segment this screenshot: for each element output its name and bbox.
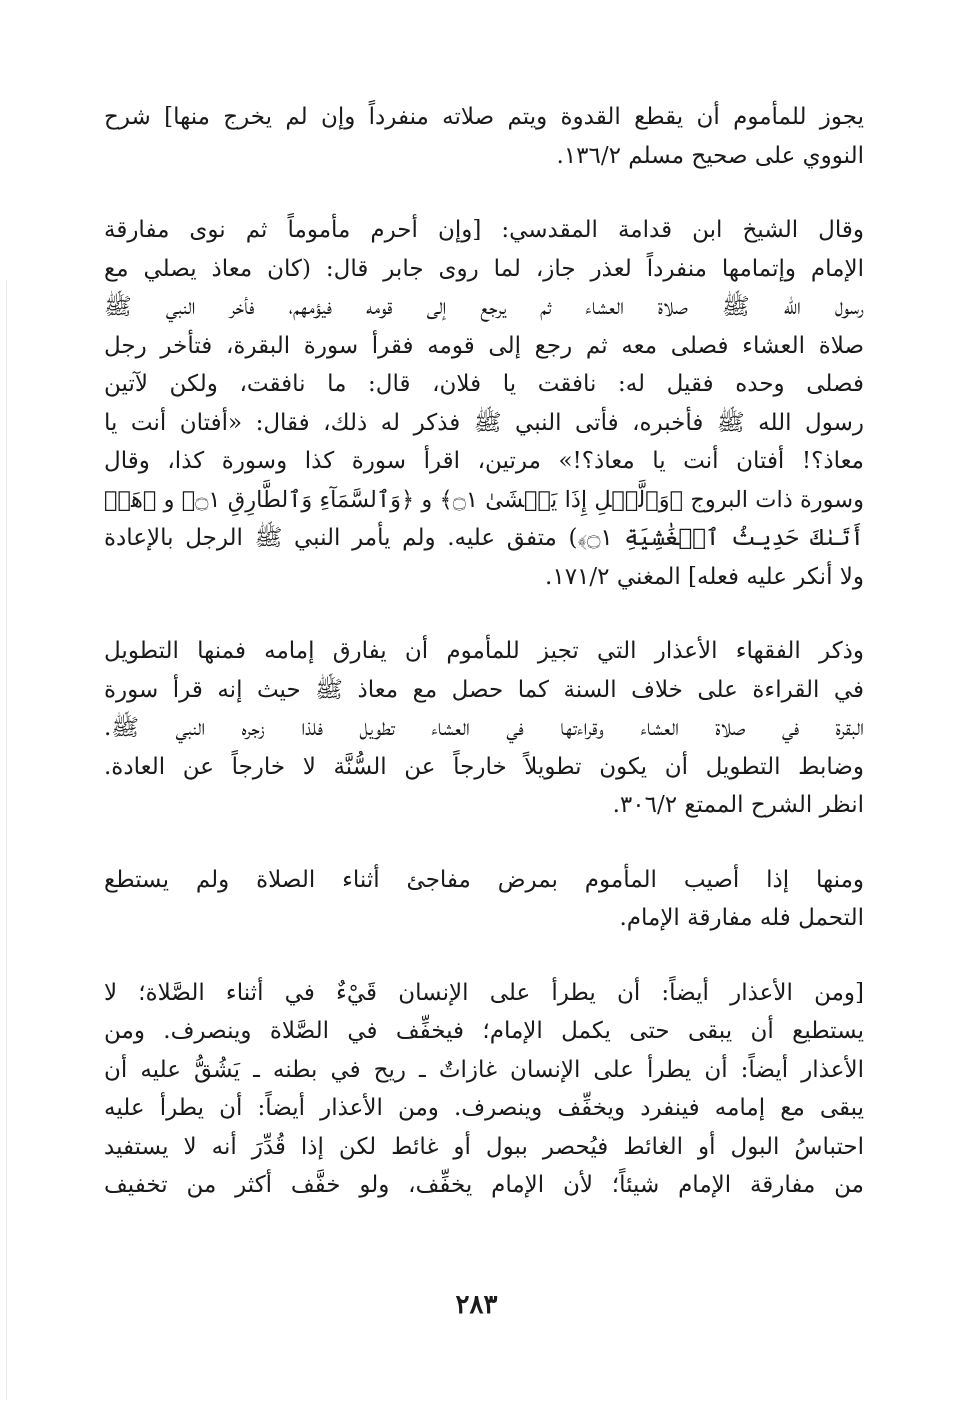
paragraph-fuqaha-excuses <box>104 632 864 825</box>
text-line: التحمل فله مفارقة الإمام. <box>619 905 864 931</box>
text-line: ولا أنكر عليه فعله] المغني ١٧١/٢. <box>545 563 864 590</box>
paragraph-other-excuses <box>104 974 864 1205</box>
book-page-body <box>104 98 864 1205</box>
text-line: وضابط التطويل أن يكون تطويلاً خارجاً عن السُّنَّة لا خارجاً عن العادة. <box>104 753 864 780</box>
text-line: صلاة العشاء فصلى معه ثم رجع إلى قومه فقرأ سورة البقرة، فتأخر رجل <box>104 332 864 359</box>
page-number: ٢٨٣ <box>455 1290 498 1320</box>
text-line: احتباسُ البول أو الغائط فيُحصر ببول أو غائط لكن إذا قُدِّرَ أنه لا يستفيد <box>104 1133 864 1160</box>
text-line: الأعذار أيضاً: أن يطرأ على الإنسان غازاتٌ ـ ريح في بطنه ـ يَشُقُّ عليه أن <box>104 1056 864 1083</box>
text-line: وذكر الفقهاء الأعذار التي تجيز للمأموم أن يفارق إمامه فمنها التطويل <box>104 638 864 664</box>
paragraph-sudden-illness <box>104 861 864 938</box>
text-line: رسول الله ﷺ صلاة العشاء ثم يرجع إلى قومه فيؤمهم، فأخر النبي ﷺ <box>104 294 864 320</box>
paragraph-ibn-qudama-quote <box>104 211 864 596</box>
text-line: الإمام وإتمامها منفرداً لعذر جاز، لما روى جابر قال: (كان معاذ يصلي مع <box>104 255 864 282</box>
text-line: يبقى مع إمامه فينفرد ويخفِّف وينصرف. ومن الأعذار أيضاً: أن يطرأ عليه <box>104 1095 864 1121</box>
text-line: [ومن الأعذار أيضاً: أن يطرأ على الإنسان قَيْءٌ في أثناء الصَّلاة؛ لا <box>104 979 864 1006</box>
paragraph-nawawi-citation <box>104 98 864 175</box>
text-line: النووي على صحيح مسلم ١٣٦/٢. <box>556 142 864 169</box>
text-line: فصلى وحده فقيل له: نافقت يا فلان، قال: ما نافقت، ولكن لآتين <box>104 371 864 397</box>
text-line: يجوز للمأموم أن يقطع القدوة ويتم صلاته منفرداً وإن لم يخرج منها] شرح <box>104 104 864 130</box>
text-line: رسول الله ﷺ فأخبره، فأتى النبي ﷺ فذكر له ذلك، فقال: «أفتان أنت يا <box>104 409 864 436</box>
text-line: معاذ؟! أفتان أنت يا معاذ؟!» مرتين، اقرأ سورة كذا وسورة كذا، وقال <box>104 448 864 474</box>
text-line: البقرة في صلاة العشاء وقراءتها في العشاء تطويل فلذا زجره النبي ﷺ. <box>104 715 864 741</box>
page-edge-shadow <box>6 280 7 1400</box>
text-line: انظر الشرح الممتع ٣٠٦/٢. <box>612 792 864 818</box>
text-line: في القراءة على خلاف السنة كما حصل مع معاذ ﷺ حيث إنه قرأ سورة <box>104 676 864 703</box>
text-line: من مفارقة الإمام شيئاً؛ لأن الإمام يخفِّف، ولو خفَّف أكثر من تخفيف <box>104 1172 864 1198</box>
text-line: وسورة ذات البروج ﴿وَٱلَّيۡلِ إِذَا يَغۡشَىٰ ۝١﴾ و ﴿وَٱلسَّمَآءِ وَٱلطَّارِقِ ۝١﴾ و ﴿هَلۡ <box>104 486 864 513</box>
text-line: وقال الشيخ ابن قدامة المقدسي: [وإن أحرم مأموماً ثم نوى مفارقة <box>104 217 864 243</box>
text-line: ومنها إذا أصيب المأموم بمرض مفاجئ أثناء الصلاة ولم يستطع <box>104 866 864 893</box>
text-line: يستطيع أن يبقى حتى يكمل الإمام؛ فيخفِّف في الصَّلاة وينصرف. ومن <box>104 1018 864 1044</box>
text-line: أَتَىٰكَ حَدِيثُ ٱلۡغَٰشِيَةِ ۝١﴾) متفق عليه. ولم يأمر النبي ﷺ الرجل بالإعادة <box>104 525 864 551</box>
